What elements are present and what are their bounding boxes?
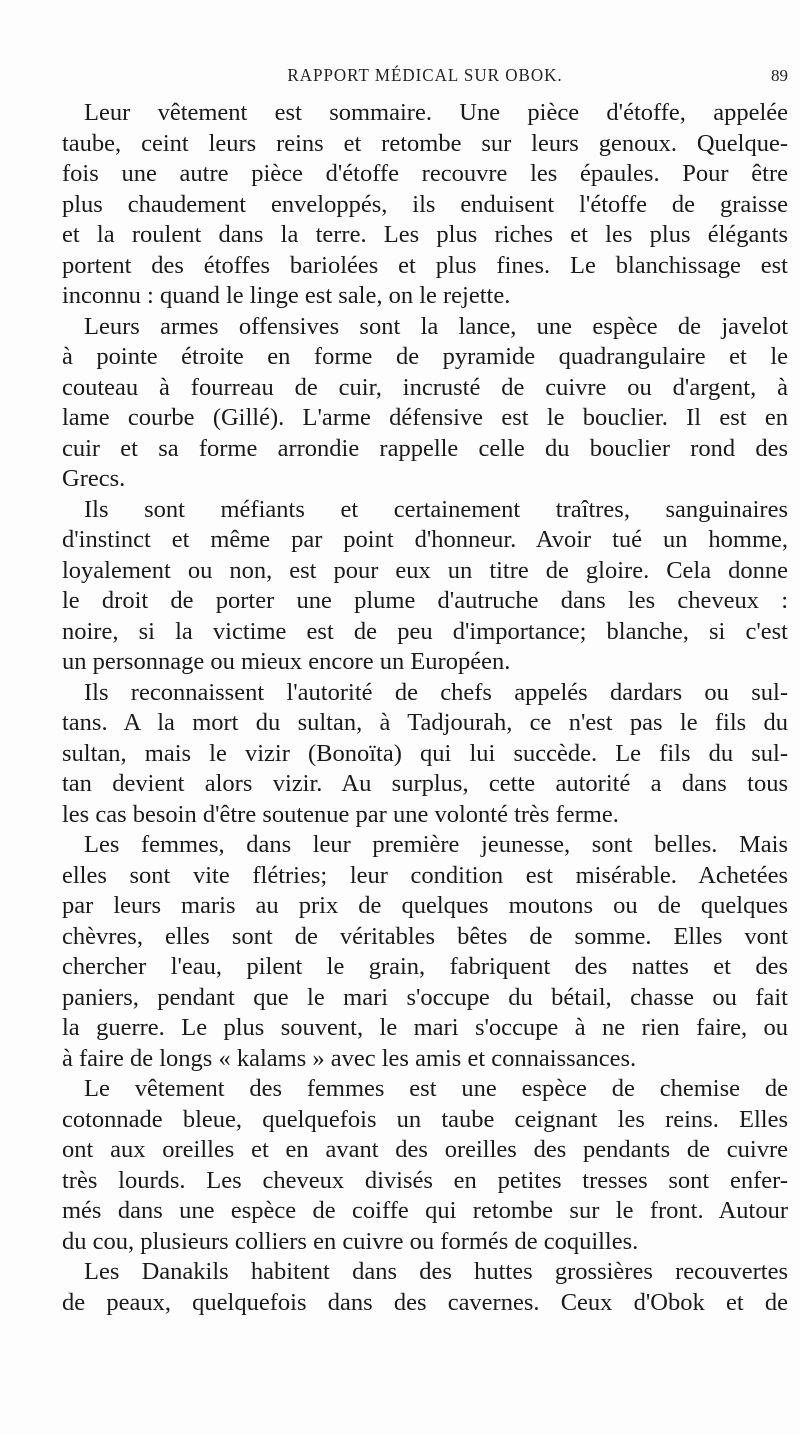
text-line: chèvres, elles sont de véritables bêtes de somme. Elles vont bbox=[62, 922, 788, 950]
text-line: chercher l'eau, pilent le grain, fabriquent des nattes et des bbox=[62, 953, 788, 980]
text-line: Ils sont méfiants et certainement traîtres, sanguinaires bbox=[84, 495, 788, 523]
body-text bbox=[62, 98, 788, 1318]
text-line: de peaux, quelquefois dans des cavernes. Ceux d'Obok et de bbox=[62, 1288, 788, 1316]
text-line: la guerre. Le plus souvent, le mari s'occupe à ne rien faire, ou bbox=[62, 1014, 788, 1041]
text-line: un personnage ou mieux encore un Européen. bbox=[62, 648, 511, 675]
page-number: 89 bbox=[771, 66, 788, 85]
text-line: d'instinct et même par point d'honneur. Avoir tué un homme, bbox=[62, 526, 788, 553]
text-line: Les femmes, dans leur première jeunesse, sont belles. Mais bbox=[84, 831, 788, 858]
page-header bbox=[62, 66, 788, 92]
text-line: elles sont vite flétries; leur condition est misérable. Achetées bbox=[62, 861, 788, 889]
text-line: noire, si la victime est de peu d'importance; blanche, si c'est bbox=[62, 617, 788, 645]
text-line: du cou, plusieurs colliers en cuivre ou formés de coquilles. bbox=[62, 1227, 639, 1255]
text-line: cotonnade bleue, quelquefois un taube ceignant les reins. Elles bbox=[62, 1105, 788, 1133]
paragraph-weapons bbox=[62, 312, 788, 495]
text-line: à faire de longs « kalams » avec les amis et connaissances. bbox=[62, 1044, 637, 1072]
paragraph-women bbox=[62, 830, 788, 1074]
paragraph-clothing bbox=[62, 98, 788, 312]
text-line: Ils reconnaissent l'autorité de chefs appelés dardars ou sul- bbox=[84, 678, 788, 706]
text-line: à pointe étroite en forme de pyramide quadrangulaire et le bbox=[62, 343, 788, 370]
running-title: RAPPORT MÉDICAL SUR OBOK. bbox=[287, 65, 563, 86]
text-line: inconnu : quand le linge est sale, on le rejette. bbox=[62, 282, 511, 309]
text-line: Leurs armes offensives sont la lance, une espèce de javelot bbox=[84, 312, 788, 340]
text-line: més dans une espèce de coiffe qui retombe sur le front. Autour bbox=[62, 1197, 788, 1224]
text-line: fois une autre pièce d'étoffe recouvre les épaules. Pour être bbox=[62, 160, 788, 187]
text-line: les cas besoin d'être soutenue par une volonté très ferme. bbox=[62, 800, 619, 828]
text-line: et la roulent dans la terre. Les plus riches et les plus élégants bbox=[62, 221, 788, 248]
paragraph-dwellings bbox=[62, 1257, 788, 1318]
text-line: portent des étoffes bariolées et plus fines. Le blanchissage est bbox=[62, 251, 788, 279]
text-line: tans. A la mort du sultan, à Tadjourah, ce n'est pas le fils du bbox=[62, 709, 788, 736]
paragraph-character bbox=[62, 495, 788, 678]
text-line: ont aux oreilles et en avant des oreilles des pendants de cuivre bbox=[62, 1136, 788, 1163]
text-line: plus chaudement enveloppés, ils enduisent l'étoffe de graisse bbox=[62, 190, 788, 218]
text-line: Grecs. bbox=[62, 465, 126, 492]
text-line: par leurs maris au prix de quelques moutons ou de quelques bbox=[62, 892, 788, 919]
text-line: Les Danakils habitent dans des huttes grossières recouvertes bbox=[84, 1258, 788, 1285]
paragraph-women-clothing bbox=[62, 1074, 788, 1257]
text-line: Leur vêtement est sommaire. Une pièce d'étoffe, appelée bbox=[84, 99, 788, 126]
text-line: sultan, mais le vizir (Bonoïta) qui lui succède. Le fils du sul- bbox=[62, 739, 788, 767]
text-line: tan devient alors vizir. Au surplus, cette autorité a dans tous bbox=[62, 770, 788, 797]
text-line: lame courbe (Gillé). L'arme défensive est le bouclier. Il est en bbox=[62, 404, 788, 431]
text-line: le droit de porter une plume d'autruche dans les cheveux : bbox=[62, 587, 788, 614]
text-line: Le vêtement des femmes est une espèce de chemise de bbox=[84, 1075, 788, 1102]
text-line: paniers, pendant que le mari s'occupe du bétail, chasse ou fait bbox=[62, 983, 788, 1011]
paragraph-authority bbox=[62, 678, 788, 831]
text-line: cuir et sa forme arrondie rappelle celle du bouclier rond des bbox=[62, 434, 788, 462]
text-line: loyalement ou non, est pour eux un titre de gloire. Cela donne bbox=[62, 556, 788, 584]
text-line: très lourds. Les cheveux divisés en petites tresses sont enfer- bbox=[62, 1166, 788, 1194]
text-line: taube, ceint leurs reins et retombe sur leurs genoux. Quelque- bbox=[62, 129, 788, 157]
text-line: couteau à fourreau de cuir, incrusté de cuivre ou d'argent, à bbox=[62, 373, 788, 401]
